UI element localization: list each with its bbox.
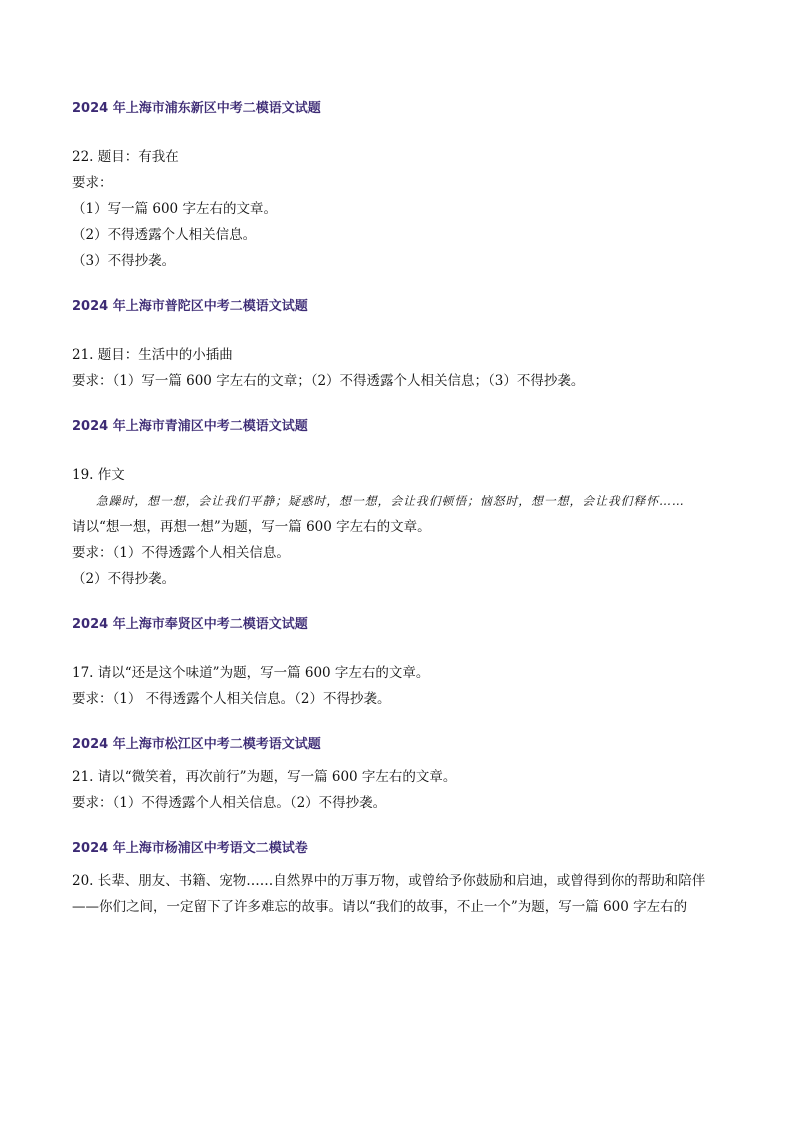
question-text: ——你们之间，一定留下了许多难忘的故事。请以“我们的故事，不止一个”为题，写一篇 600 字左右的 bbox=[72, 899, 688, 915]
section-fengxian bbox=[72, 612, 732, 712]
document-content bbox=[72, 96, 732, 920]
requirement-label: 要求： bbox=[72, 175, 113, 191]
section-qingpu bbox=[72, 414, 732, 592]
section-heading: 2024 年上海市浦东新区中考二模语文试题 bbox=[72, 101, 321, 116]
section-songjiang bbox=[72, 732, 732, 816]
question-title: 17. 请以“还是这个味道”为题，写一篇 600 字左右的文章。 bbox=[72, 665, 430, 681]
requirement-line: 要求：（1）不得透露个人相关信息。（2）不得抄袭。 bbox=[72, 795, 387, 811]
prompt-instruction: 请以“想一想，再想一想”为题，写一篇 600 字左右的文章。 bbox=[72, 519, 431, 535]
section-pudong bbox=[72, 96, 732, 274]
question-title: 21. 题目：生活中的小插曲 bbox=[72, 347, 233, 363]
prompt-quote: 急躁时，想一想，会让我们平静；疑惑时，想一想，会让我们顿悟；恼怒时，想一想，会让我们释怀…… bbox=[96, 494, 685, 508]
section-heading: 2024 年上海市松江区中考二模考语文试题 bbox=[72, 737, 321, 752]
requirement-line: 要求：（1） 不得透露个人相关信息。（2）不得抄袭。 bbox=[72, 691, 391, 707]
requirement-item: （2）不得抄袭。 bbox=[72, 571, 176, 587]
section-heading: 2024 年上海市普陀区中考二模语文试题 bbox=[72, 299, 308, 314]
section-putuo bbox=[72, 294, 732, 394]
requirement-item: （1）写一篇 600 字左右的文章。 bbox=[72, 201, 277, 217]
section-heading: 2024 年上海市青浦区中考二模语文试题 bbox=[72, 419, 308, 434]
requirement-item: （3）不得抄袭。 bbox=[72, 253, 176, 269]
question-title: 19. 作文 bbox=[72, 467, 125, 483]
section-yangpu bbox=[72, 836, 732, 920]
requirement-item: （2）不得透露个人相关信息。 bbox=[72, 227, 257, 243]
section-heading: 2024 年上海市奉贤区中考二模语文试题 bbox=[72, 617, 308, 632]
requirement-line: 要求：（1）不得透露个人相关信息。 bbox=[72, 545, 290, 561]
question-title: 22. 题目：有我在 bbox=[72, 149, 179, 165]
section-heading: 2024 年上海市杨浦区中考语文二模试卷 bbox=[72, 841, 308, 856]
question-title: 21. 请以“微笑着，再次前行”为题，写一篇 600 字左右的文章。 bbox=[72, 769, 457, 785]
question-text: 20. 长辈、朋友、书籍、宠物……自然界中的万事万物，或曾给予你鼓励和启迪，或曾得到你的帮助和陪伴 bbox=[72, 873, 706, 889]
requirement-line: 要求：（1）写一篇 600 字左右的文章；（2）不得透露个人相关信息；（3）不得抄袭。 bbox=[72, 373, 585, 389]
